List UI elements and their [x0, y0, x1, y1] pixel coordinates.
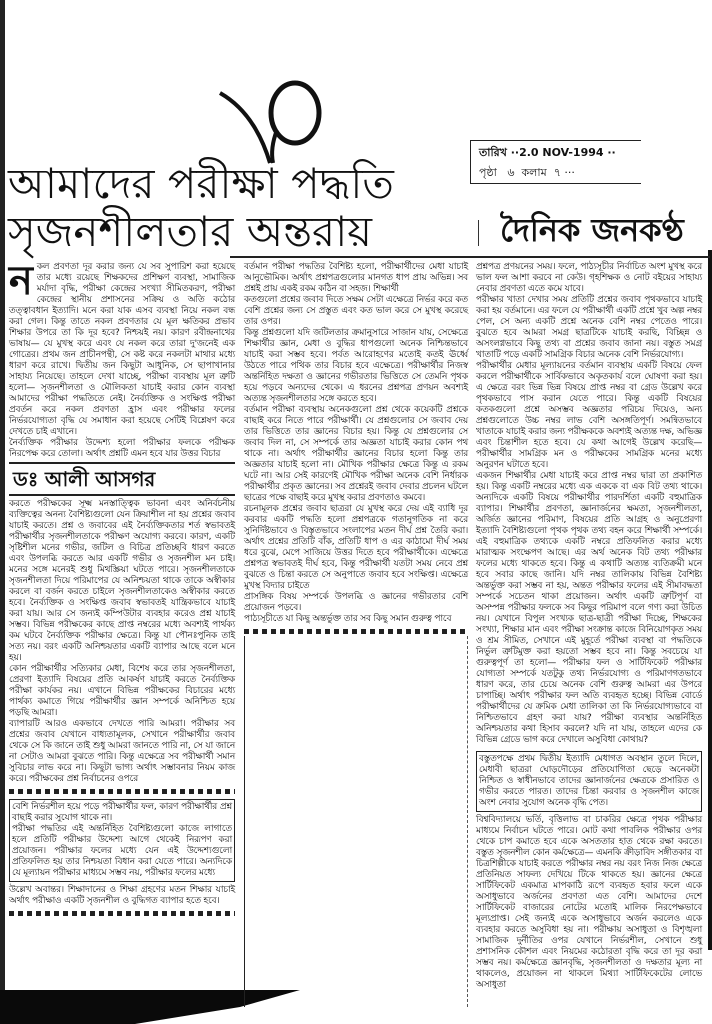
paragraph: উল্লেখ অবান্তর। শিক্ষাদানের ও শিক্ষা গ্রহণের মতন শিক্ষার যাচাই অর্থাৎ পরীক্ষাও একটি সৃজনশীল ও বুদ্ধিগত ব্যাপার হতে হবে। — [9, 885, 235, 906]
cut-edge — [244, 629, 468, 634]
paragraph: ব্যাপারটি আরও একভাবে দেখতে পারি আমরা। পরীক্ষার সব প্রশ্নের জবাব যেখানে বাধ্যতামূলক, সেখানে পরীক্ষার্থীর জবাব থেকে সে কি জানে তাই শুধু আমরা জানতে পারি না, সে যা জানে না সেটাও আমরা বুঝতে পারি। কিন্তু এক্ষেত্রে সব পরীক্ষার্থী সমান সুবিচার লাভ করে না। কিছুটা ভাগ্য অর্থাৎ সম্ভাবনার নিয়ম কাজ করে। পরীক্ষকের প্রশ্ন নির্বাচনের ওপরে — [9, 719, 235, 784]
cut-edge — [9, 789, 235, 794]
column-1-box — [9, 799, 235, 882]
headline-line-1: আমাদের পরীক্ষা পদ্ধতি — [8, 159, 394, 208]
column-2 — [244, 262, 468, 1007]
paragraph: বর্তমান পরীক্ষা পদ্ধতির বৈশিষ্ট্য হলো, পরীক্ষার্থীদের মেধা যাচাই আনুভৌমিক। অর্থাৎ প্রশ্নপত্রগুলোর মানগত ধাপ প্রায় অভিন্ন। সব প্রশ্নই প্রায় একই রকম কঠিন বা সহজ। শিক্ষার্থী — [244, 262, 468, 294]
top-rule — [230, 256, 710, 258]
column-1-body — [9, 499, 235, 785]
divider — [478, 220, 479, 246]
paragraph: পরীক্ষার খাতা দেখার সময় প্রতিটি প্রশ্নের জবাব পৃথকভাবে যাচাই করা হয় বর্তমানে। এর ফলে যে পরীক্ষার্থী একটি প্রশ্নে খুব অল্প নম্বর পেল, সে অন্য একটি প্রশ্নে অনেক বেশি নম্বর পেতেও পারে। বুঝতে হবে আমরা সমগ্র ছাত্রটিকে যাচাই করছি, বিচ্ছিন্ন ও অসংলগ্নভাবে কিছু তথ্য বা প্রশ্নের জবাব জানা নয়। বস্তুত সমগ্র খাতাটি পড়ে একটি সামগ্রিক বিচার অনেক বেশি নির্ভরযোগ্য। — [476, 295, 702, 360]
paragraph: পরীক্ষার্থীর মেধার মূল্যায়নের বর্তমান ব্যবস্থায় একটি বিষয়ে ফেল করলে পরীক্ষার্থীকে সার্বিকভাবে অকৃতকার্য বলে ঘোষণা করা হয়। এ ক্ষেত্রে বরং ভিন্ন ভিন্ন বিষয়ে প্রাপ্ত নম্বর বা গ্রেড উল্লেখ করে পৃথকভাবে পাস করান যেতে পারে। কিন্তু একটি বিষয়ের কতকগুলো প্রশ্নে অসম্ভব অজ্ঞতার পরিচয় দিয়েও, অন্য প্রশ্নগুলোতে উচ্চ নম্বর লাভ বেশি অসঙ্গতিপূর্ণ। সমন্বিতভাবে খাতাকে যাচাই করার জন্য পরীক্ষককে অবশ্যই অত্যন্ত দক্ষ, অভিজ্ঞ এবং চিন্তাশীল হতে হবে। যে কথা আগেই উল্লেখ করেছি— পরীক্ষার্থীর সামগ্রিক মন ও পরীক্ষকের সামগ্রিক মনের মধ্যে অনুরণন ঘটাতে হবে। — [476, 361, 702, 470]
paragraph: প্রশ্নপত্র প্রণয়নের সময়। ফলে, পাঠ্যসূচীর নির্বাচিত অংশ মুখস্থ করে ভাল ফল আশা করবে না কেউ। গৃহশিক্ষক ও নোট বইয়ের সাহায্য নেবার প্রবণতা এতে কমে যাবে। — [476, 262, 702, 294]
drop-cap: ন — [9, 258, 33, 304]
paragraph: নৈর্ব্যক্তিক পরীক্ষার উদ্দেশ্য হলো পরীক্ষার ফলকে পরীক্ষক নিরপেক্ষ করে তোলা। অর্থাৎ প্রশ্নটি এমন হবে যার উত্তর বিচার — [9, 438, 235, 459]
blank-area — [244, 636, 468, 1007]
article-intro — [9, 258, 235, 460]
column-value: ৭ — [553, 166, 561, 179]
date-label: তারিখ — [479, 146, 507, 159]
page-value: ৬ — [507, 166, 515, 179]
column-1-tail — [9, 885, 235, 907]
paragraph: কোন পরীক্ষার্থীর সত্যিকার মেধা, বিশেষ করে তার সৃজনশীলতা, প্রেরণা ইত্যাদি বিষয়ের প্রতি আকর্ষণ যাচাই করতে নৈর্ব্যক্তিক পরীক্ষা কার্যকর নয়। এখানে বিভিন্ন পরীক্ষকের বিচারের মধ্যে পার্থক্য কমাতে গিয়ে পরীক্ষার্থীর জ্ঞান সম্পর্কে অনিশ্চিত হয়ে পড়ছি আমরা। — [9, 664, 235, 718]
cut-edge — [9, 911, 235, 916]
newspaper-masthead: দৈনিক জনকণ্ঠ — [500, 211, 684, 249]
paragraph: করতে পরীক্ষকের সূক্ষ্ম মনস্তাত্ত্বিক ভাবনা এবং অনির্বচনীয় ব্যক্তিত্বের অনন্য বৈশিষ্ট্যগুলো যেন ক্রিয়াশীল না হয় প্রশ্নের জবাব যাচাই করতে। প্রশ্ন ও জবাবের এই নৈর্ব্যক্তিকতার শর্ত স্বভাবতই পরীক্ষার্থীর সৃজনশীলতাকে পরীক্ষণ অযোগ্য করবে। কারণ, একটি সৃষ্টিশীল মনের গভীর, জটিল ও বিচিত্র প্রতিচ্ছবি ধারণ করতে এবং উপলব্ধি করতে আর একটি গভীর ও সৃজনশীল মন চাই। মনের সঙ্গে মনেরই শুধু মিথস্ক্রিয়া ঘটতে পারে। সৃজনশীলতাকে সৃজনশীলতা দিয়ে পরিমাপের যে অনিশ্চয়তা থাকে তাকে অস্বীকার করলে বা বর্জন করতে চাইলে সৃজনশীলতাকেও অস্বীকার করতে হবে। নৈর্ব্যক্তিক ও সংক্ষিপ্ত জবাব স্বভাবতই যান্ত্রিকভাবে যাচাই করা যায়। আর সে জন্যই কম্পিউটার ব্যবহার করেও প্রশ্ন যাচাই সম্ভব। বিভিন্ন পরীক্ষকের কাছে প্রাপ্ত নম্বরের মধ্যে অবশ্যই পার্থক্য কম ঘটবে নৈর্ব্যক্তিক পরীক্ষার ক্ষেত্রে। কিন্তু যা পৌনঃপুনিক তাই সত্য নয়। বরং একটি অনিশ্চয়তার একটি ব্যাপার আছে বলে মনে হয়। — [9, 499, 235, 663]
paragraph: রচনামূলক প্রশ্নের জবাব ছাত্ররা যে মুখস্থ করে দেয় এই ব্যাধি দূর করবার একটি পদ্ধতি হলো প্রশ্নপত্রকে গতানুগতিক না করে সুনির্দিষ্টভাবে ও বিস্তৃতভাবে সংলাপের মতন দীর্ঘ প্রশ্ন তৈরি করা। অর্থাৎ প্রশ্নের প্রতিটি বাঁক, প্রতিটি ধাপ ও এর কাঠামো দীর্ঘ সময় ধরে বুঝে, মেপে সাজিয়ে উত্তর দিতে হবে পরীক্ষার্থীকে। এক্ষেত্রে প্রশ্নপত্র স্বভাবতই দীর্ঘ হবে, কিন্তু পরীক্ষার্থী যতটা সময় নেবে প্রশ্ন বুঝতে ও চিন্তা করতে সে অনুপাতে জবাব হবে সংক্ষিপ্ত। এক্ষেত্রে মুখস্থ বিদ্যার চাইতে — [244, 504, 468, 591]
column-3-box — [476, 751, 702, 812]
paragraph: কল প্রবণতা দূর করার জন্য যে সব সুপারিশ করা হয়েছে তার মধ্যে রয়েছে শিক্ষকদের প্রশিক্ষণ ব্যবস্থা, সামাজিক মর্যাদা বৃদ্ধি, পরীক্ষা কেন্দ্রের সংখ্যা সীমিতকরণ, পরীক্ষা কেন্দ্রের স্থানীয় প্রশাসনের সক্রিয় ও অতি কঠোর তত্ত্বাবধান ইত্যাদি। মনে করা যাক এসব ব্যবস্থা নিয়ে নকল বন্ধ করা গেল। কিন্তু তাতে নকল প্রবণতার যে মূল ক্ষতিকর প্রভাব শিক্ষার উপরে তা কি দূর হবে? নিশ্চয়ই নয়। কারণ রবীন্দ্রনাথের ভাষায়— যে মুখস্থ করে এবং যে নকল করে তারা দু'জনেই এক গোত্রের। প্রথম জন প্রাচীনপন্থী, সে কষ্ট করে নকলটা মাথার মধ্যে ধারণ করে রাখে। দ্বিতীয় জন কিছুটা আধুনিক, সে ছাপাখানার সাহায্য নিয়েছে। তাহলে দেখা যাচ্ছে, পরীক্ষা ব্যবস্থায় মূল ত্রুটি হলো— সৃজনশীলতা ও মৌলিকতা যাচাই করার কোন ব্যবস্থা আমাদের পরীক্ষা পদ্ধতিতে নেই। নৈর্ব্যক্তিক ও সংক্ষিপ্ত পরীক্ষা প্রবর্তন করে নকল প্রবণতা হ্রাস এবং পরীক্ষার ফলের নির্ভরযোগ্যতা বৃদ্ধি যে সমাধান করা হয়েছে সেটিই বিশ্লেষণ করে দেখতে চাই এখানে। — [9, 262, 235, 437]
column-1 — [9, 258, 235, 918]
scan-edge-right — [708, 250, 712, 950]
paragraph: কিন্তু প্রশ্নগুলো যদি জটিলতার ক্রমানুসারে সাজান যায়, সেক্ষেত্রে শিক্ষার্থীর জ্ঞান, মেধা ও বুদ্ধির ধাপগুলো অনেক নিশ্চিন্তভাবে যাচাই করা সম্ভব হবে। পর্বত আরোহণের মতোই কতই ঊর্ধ্বে উঠতে পারে পথিক তার বিচার হবে এক্ষেত্রে। পরীক্ষার্থীর নিজস্ব অন্তর্নিহিত দক্ষতা ও জ্ঞানের গভীরতার ভিত্তিতে সে তেমনি পৃথক হয়ে পড়বে অন্যদের থেকে। এ ধরনের প্রশ্নপত্র প্রণয়ন অবশ্যই অত্যন্ত সৃজনশীলতার সঙ্গে করতে হবে। — [244, 328, 468, 404]
page-label: পৃষ্ঠা — [479, 166, 497, 179]
headline-line-2: সৃজনশীলতার অন্তরায় — [8, 207, 373, 256]
paragraph: বস্তুতপক্ষে প্রথম দ্বিতীয় ইত্যাদি মেধাগত অবস্থান তুলে দিলে, মেধাবী ছাত্ররা ঘোড়দৌড়ের প্রতিযোগিতা ছেড়ে অনেকটা নিশ্চিত ও স্বাধীনভাবে তাদের জ্ঞানার্জনের ক্ষেত্রকে প্রসারিত ও গভীর করতে পারত। তাদের চিন্তা করবার ও সৃজনশীল কাজে অংশ নেবার সুযোগ অনেক বৃদ্ধি পেত। — [479, 754, 699, 808]
headline — [8, 160, 468, 256]
paragraph: কতগুলো প্রশ্নের জবাব দিতে সক্ষম সেটা এক্ষেত্রে নির্ভর করে কত বেশি প্রশ্নের জন্য সে প্রস্তুত এবং কত ভাল করে সে মুখস্থ করেছে তার ওপর। — [244, 295, 468, 327]
date-stamp: তারিখ ··2.0 NOV-1994 ·· পৃষ্ঠা ৬ কলাম ৭ ··· — [470, 140, 641, 184]
column-3 — [476, 262, 702, 993]
paragraph: বর্তমান পরীক্ষা ব্যবস্থায় অনেকগুলো প্রশ্ন থেকে কয়েকটি প্রশ্নকে বাছাই করে নিতে পারে পরীক্ষার্থী। যে প্রশ্নগুলোর সে জবাব দেয় তার ভিত্তিতে তার জ্ঞানের বিচার হয়। কিন্তু যে প্রশ্নগুলোর সে জবাব দিল না, সে সম্পর্কে তার অজ্ঞতা যাচাই করার কোন পথ থাকে না। অর্থাৎ পরীক্ষার্থীর জ্ঞানের বিচার হলো কিন্তু তার অজ্ঞতার যাচাই হলো না। মৌখিক পরীক্ষার ক্ষেত্রে কিন্তু এ রকম ঘটে না। আর সেই কারণেই মৌখিক পরীক্ষা অনেক বেশি নির্ধারক পরীক্ষার্থীর প্রকৃত জ্ঞানের। সব প্রশ্নেরই জবাব দেবার প্রচলন ঘটলে ছাত্রের পক্ষে বাছাই করে মুখস্থ করার প্রবণতাও কমবে। — [244, 405, 468, 503]
column-label: কলাম — [521, 166, 547, 179]
paragraph: একজন শিক্ষার্থীর মেধা যাচাই করে প্রাপ্ত নম্বর দ্বারা তা প্রকাশিত হয়। কিন্তু একটি নম্বরের মধ্যে এক এককে বা এক বিট তথ্য থাকে। অন্যদিকে একটি বিষয়ে পরীক্ষার্থীর পারদর্শিতা একটি বহুমাত্রিক ব্যাপার। শিক্ষার্থীর প্রবণতা, জ্ঞানার্জনের ক্ষমতা, সৃজনশীলতা, অর্জিত জ্ঞানের পরিমাণ, বিষয়ের প্রতি আগ্রহ ও অনুপ্রেরণা ইত্যাদি বৈশিষ্ট্যগুলো পৃথক পৃথক তথ্য বহন করে শিক্ষার্থী সম্পর্কে। এই বহুমাত্রিক তথ্যকে একটি নম্বরে প্রতিফলিত করার মধ্যে মারাত্মক সংক্ষেপণ আছে। এর অর্থ অনেক বিট তথ্য পরীক্ষার ফলের মধ্যে থাকতে হবে। কিন্তু এ কথাটি অত্যন্ত ব্যতিক্রমী মনে হবে সবার কাছে জানি। যদি নম্বর তালিকায় বিভিন্ন বৈশিষ্ট্য অন্তর্ভুক্ত করা সম্ভব না হয়, অন্তত পরীক্ষার ফলের এই সীমাবদ্ধতা সম্পর্কে সচেতন থাকা প্রয়োজন। অর্থাৎ একটি ত্রুটিপূর্ণ বা অসম্পন্ন পরীক্ষার ফলকে সব কিছুর পরিমাপ বলে গণ্য করা উচিত নয়। যেখানে বিপুল সংখ্যক ছাত্র-ছাত্রী পরীক্ষা দিচ্ছে, শিক্ষকের সংখ্যা, শিক্ষার মান এবং পরীক্ষা সংক্রান্ত কাজে বিনিয়োগকৃত সময় ও শ্রম সীমিত, সেখানে এই মুহূর্তে পরীক্ষা ব্যবস্থা বা পদ্ধতিকে নির্ভুল ত্রুটিমুক্ত করা হয়তো সম্ভব হবে না। কিন্তু সবচেয়ে যা গুরুত্বপূর্ণ তা হলো— পরীক্ষার ফল ও সার্টিফিকেট পরীক্ষার যোগ্যতা সম্পর্কে যতটুকু তথ্য নির্ভরযোগ্য ও পরিমাণগতভাবে ধারণ করে, তার চেয়ে অনেক বেশি গুরুত্ব আমরা এর উপরে চাপাচ্ছি। অর্থাৎ পরীক্ষার ফল অতি ব্যবহৃত হচ্ছে। বিভিন্ন বোর্ডে পরীক্ষার্থীদের যে ক্রমিক মেধা তালিকা তা কি নির্ভরযোগ্যভাবে বা নিশ্চিতভাবে গ্রহণ করা যায়? পরীক্ষা ব্যবস্থার অন্তর্নিহিত অনিশ্চয়তার কথা হিসাব করলে? যদি না যায়, তাহলে এদের কে বিভিন্ন গ্রেডে ভাগ করে দেখালে অসুবিধা কোথায়? — [476, 471, 702, 745]
paragraph: বিশ্ববিদ্যালয়ে ভর্তি, বৃত্তিলাভ বা চাকরির ক্ষেত্রে পৃথক পরীক্ষার মাধ্যমে নির্বাচন ঘটতে পারে। মোট কথা পাবলিক পরীক্ষার ওপর থেকে চাপ কমাতে হবে একে অসততার হাত থেকে রক্ষা করতে। বস্তুত সৃজনশীল কোন কর্মক্ষেত্রে— এমনকি ক্রীড়াবিদ সঙ্গীতকার বা চিত্রশিল্পীকে যাচাই করতে পরীক্ষার নম্বর নয় বরং নিজ নিজ ক্ষেত্রে প্রতিনিয়ত সাফল্য দেখিয়ে টিকে থাকতে হয়। জ্ঞানের ক্ষেত্রে সার্টিফিকেট একমাত্র মাপকাঠি রূপে ব্যবহৃত হবার ফলে একে অসাধুভাবে অর্জনের প্রবণতা এত বেশি। আমাদের দেশে সার্টিফিকেট বাজারের নোটের মতোই মালিক নিরপেক্ষভাবে মূল্যপ্রাপ্ত। সেই জন্যই একে অসাধুভাবে অর্জন করলেও একে ব্যবহার করতে অসুবিধা হয় না। পরীক্ষায় অসাধুতা ও বিশৃঙ্খলা সামাজিক দুর্নীতির ওপর যেখানে নির্ভরশীল, সেখানে শুধু প্রশাসনিক কৌশল এবং নিয়মের কঠোরতা বৃদ্ধি করে তা দূর করা সম্ভব নয়। কর্মক্ষেত্রে জ্ঞানবৃদ্ধি, সৃজনশীলতা ও দক্ষতার মূল্য না থাকলেও, প্রয়োজন না থাকলে মিথ্যা সার্টিফিকেটের লোভে অসাধুতা — [476, 815, 702, 990]
date-value: 2.0 NOV-1994 — [519, 146, 604, 159]
column-2-body — [244, 262, 468, 625]
paragraph: পাঠ্যসূচীতে যা কিছু অন্তর্ভুক্ত তার সব কিছু সমান গুরুত্ব পাবে — [244, 614, 452, 624]
scan-edge-left — [0, 0, 5, 1024]
column-3-body — [476, 262, 702, 746]
paragraph: পরীক্ষা পদ্ধতির এই অন্তর্নিহিত বৈশিষ্ট্যগুলো কাজে লাগাতে হলে প্রতিটি পরীক্ষার উদ্দেশ্য আগে থেকেই নিরূপণ করা প্রয়োজন। পরীক্ষার ফলের মধ্যে যেন এই উদ্দেশ্যগুলো প্রতিফলিত হয় তার নিশ্চয়তা বিধান করা যেতে পারে। অন্যদিকে যে মূল্যায়ন পরীক্ষার মাধ্যমে সম্ভব নয়, পরীক্ষার ফলের মধ্যে — [12, 824, 232, 878]
paragraph: প্রাসঙ্গিক বিষয় সম্পর্কে উপলব্ধি ও জ্ঞানের গভীরতার বেশি প্রয়োজন পড়বে। — [244, 592, 468, 613]
handwritten-mark-icon — [215, 78, 335, 168]
byline-rule-bottom — [9, 494, 235, 496]
paragraph: বেশি নির্ভরশীল হয়ে পড়ে পরীক্ষার্থীর ফল, কারণ পরীক্ষার্থীর প্রশ্ন বাছাই করার সুযোগ থাকে না। — [12, 802, 232, 823]
column-3-tail — [476, 815, 702, 991]
author-byline: ডঃ আলী আসগর — [13, 467, 156, 491]
